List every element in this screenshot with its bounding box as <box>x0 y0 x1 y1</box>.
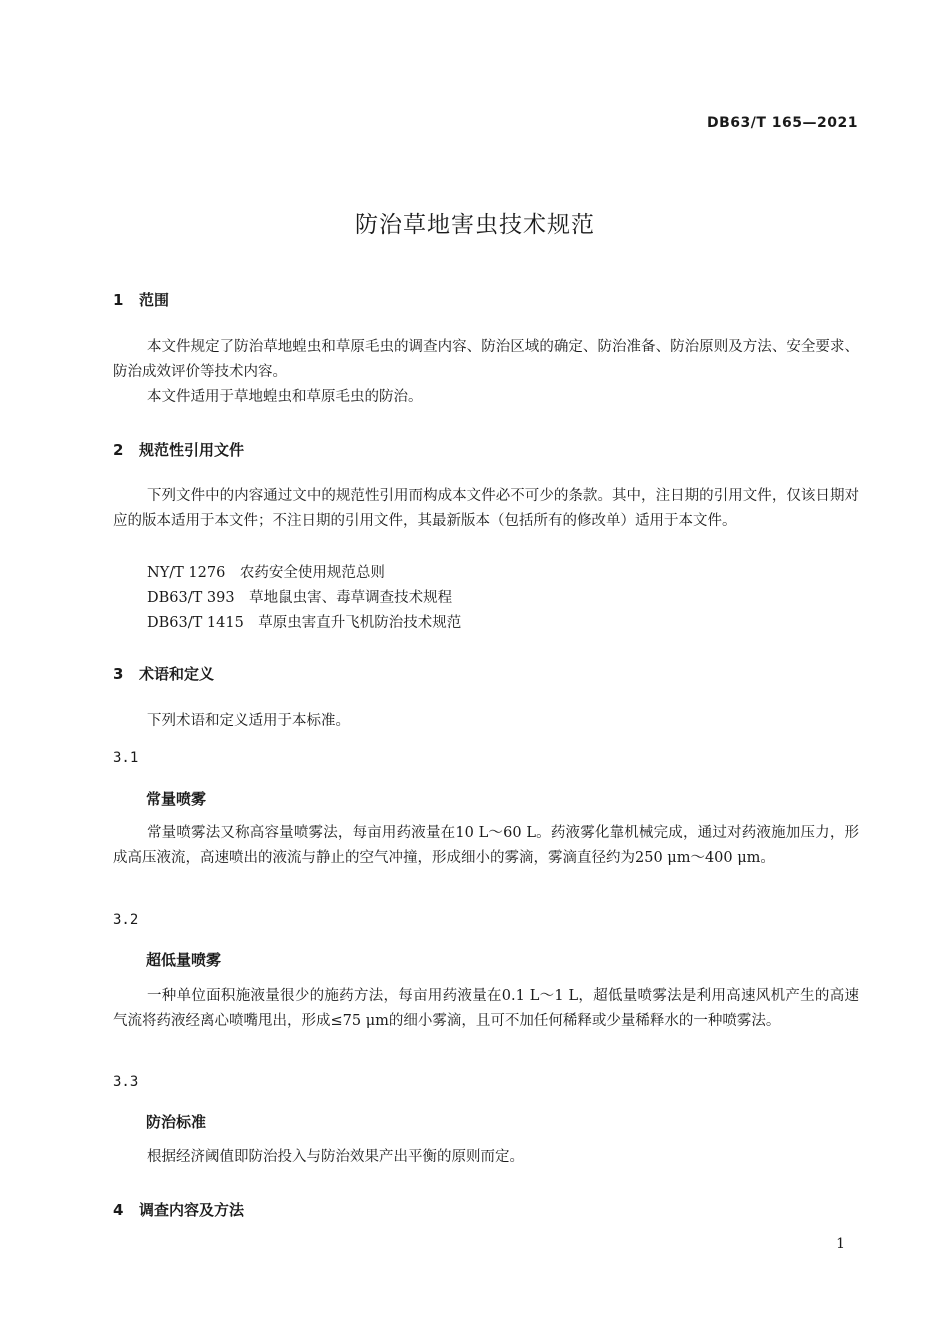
section-title: 术语和定义 <box>139 665 215 683</box>
term-number: 3.1 <box>113 750 139 766</box>
section-1-heading <box>113 289 169 310</box>
section-2-heading <box>113 439 244 460</box>
term-name: 超低量喷雾 <box>146 951 222 969</box>
term-number: 3.3 <box>113 1074 139 1090</box>
term-name: 防治标准 <box>146 1113 207 1131</box>
page-number: 1 <box>836 1236 845 1252</box>
section-2-paragraph: 下列文件中的内容通过文中的规范性引用而构成本文件必不可少的条款。其中，注日期的引用文件，仅该日期对应的版本适用于本文件；不注日期的引用文件，其最新版本（包括所有的修改单）适用于本文件。 <box>113 488 859 529</box>
section-number: 3 <box>113 665 124 683</box>
section-1-paragraph-2: 本文件适用于草地蝗虫和草原毛虫的防治。 <box>147 389 423 405</box>
reference-item: DB63/T 393 草地鼠虫害、毒草调查技术规程 <box>147 590 453 606</box>
section-title: 范围 <box>139 291 170 309</box>
section-3-paragraph: 下列术语和定义适用于本标准。 <box>147 713 350 729</box>
document-title: 防治草地害虫技术规范 <box>355 212 595 238</box>
section-3-heading <box>113 663 214 684</box>
term-definition: 根据经济阈值即防治投入与防治效果产出平衡的原则而定。 <box>147 1149 524 1165</box>
section-number: 2 <box>113 441 124 459</box>
standard-number: DB63/T 165—2021 <box>707 115 858 131</box>
term-definition: 常量喷雾法又称高容量喷雾法，每亩用药液量在10 L～60 L。药液雾化靠机械完成，通过对药液施加压力，形成高压液流，高速喷出的液流与静止的空气冲撞，形成细小的雾滴，雾滴直径约为250 μm～400 μm。 <box>113 825 859 866</box>
section-number: 4 <box>113 1201 124 1219</box>
reference-item: NY/T 1276 农药安全使用规范总则 <box>147 565 385 581</box>
section-1-paragraph-1: 本文件规定了防治草地蝗虫和草原毛虫的调查内容、防治区域的确定、防治准备、防治原则及方法、安全要求、防治成效评价等技术内容。 <box>113 339 859 380</box>
section-number: 1 <box>113 291 124 309</box>
section-title: 调查内容及方法 <box>139 1201 245 1219</box>
term-number: 3.2 <box>113 912 139 928</box>
term-name: 常量喷雾 <box>146 790 207 808</box>
reference-item: DB63/T 1415 草原虫害直升飞机防治技术规范 <box>147 615 462 631</box>
section-4-heading <box>113 1199 244 1220</box>
section-title: 规范性引用文件 <box>139 441 245 459</box>
term-definition: 一种单位面积施液量很少的施药方法，每亩用药液量在0.1 L～1 L，超低量喷雾法是利用高速风机产生的高速气流将药液经离心喷嘴甩出，形成≤75 μm的细小雾滴，且可不加任何稀释或少量稀释水的一种喷雾法。 <box>113 988 859 1029</box>
